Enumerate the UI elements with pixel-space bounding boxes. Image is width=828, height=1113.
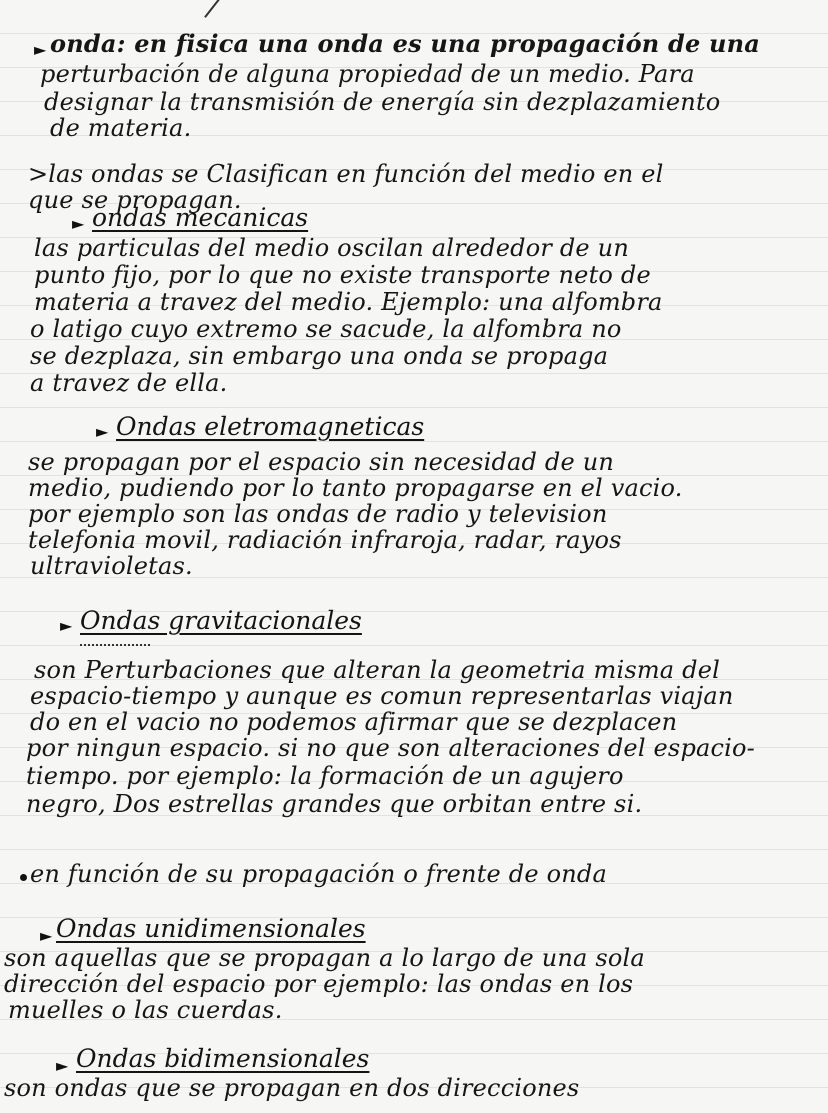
text-line: que se propagan. [28, 186, 242, 214]
arrow-bullet-icon: ► [96, 422, 109, 441]
text-line: telefonia movil, radiación infraroja, radar, rayos [28, 526, 622, 554]
section-heading: Ondas gravitacionales [80, 606, 362, 635]
text-line: dirección del espacio por ejemplo: las ondas en los [4, 970, 634, 998]
text-line: las particulas del medio oscilan alrededor de un [34, 234, 629, 262]
text-line: designar la transmisión de energía sin dezplazamiento [44, 88, 721, 116]
pen-mark [204, 0, 222, 18]
text-line: tiempo. por ejemplo: la formación de un agujero [26, 762, 624, 790]
text-line: punto fijo, por lo que no existe transporte neto de [34, 261, 651, 289]
arrow-bullet-icon: ► [72, 214, 85, 233]
text-line: do en el vacio no podemos afirmar que se dezplacen [30, 708, 678, 736]
text-line: negro, Dos estrellas grandes que orbitan entre si. [26, 790, 643, 818]
text-line: se propagan por el espacio sin necesidad de un [28, 448, 615, 476]
text-line: materia a travez del medio. Ejemplo: una alfombra [34, 288, 663, 316]
decorative-underline [80, 636, 150, 646]
text-line: por ejemplo son las ondas de radio y television [28, 500, 608, 528]
section-heading: ondas mecanicas [92, 203, 309, 232]
text-line: o latigo cuyo extremo se sacude, la alfombra no [30, 315, 622, 343]
text-line: son aquellas que se propagan a lo largo de una sola [4, 944, 645, 972]
text-line: son Perturbaciones que alteran la geometria misma del [34, 656, 720, 684]
text-line: se dezplaza, sin embargo una onda se propaga [30, 342, 609, 370]
text-line: de materia. [50, 114, 192, 142]
text-line: espacio-tiempo y aunque es comun representarlas viajan [30, 682, 734, 710]
arrow-bullet-icon: ► [40, 926, 53, 945]
text-line: por ningun espacio. si no que son alteraciones del espacio- [26, 734, 755, 762]
text-line: son ondas que se propagan en dos direcciones [4, 1074, 580, 1102]
text-line: >las ondas se Clasifican en función del medio en el [28, 160, 664, 188]
text-line: onda: en fisica una onda es una propagación de una [50, 29, 761, 58]
text-line: en función de su propagación o frente de onda [30, 860, 607, 888]
text-line: a travez de ella. [30, 369, 228, 397]
text-line: perturbación de alguna propiedad de un medio. Para [40, 60, 695, 88]
text-line: medio, pudiendo por lo tanto propagarse en el vacio. [28, 474, 683, 502]
dot-bullet-icon [20, 874, 27, 881]
section-heading: Ondas unidimensionales [56, 914, 366, 943]
arrow-bullet-icon: ► [56, 1056, 69, 1075]
text-line: ultravioletas. [30, 552, 193, 580]
arrow-bullet-icon: ► [60, 616, 73, 635]
section-heading: Ondas eletromagneticas [116, 412, 425, 441]
text-line: muelles o las cuerdas. [8, 996, 283, 1024]
section-heading: Ondas bidimensionales [76, 1044, 370, 1073]
arrow-bullet-icon: ► [34, 40, 47, 59]
